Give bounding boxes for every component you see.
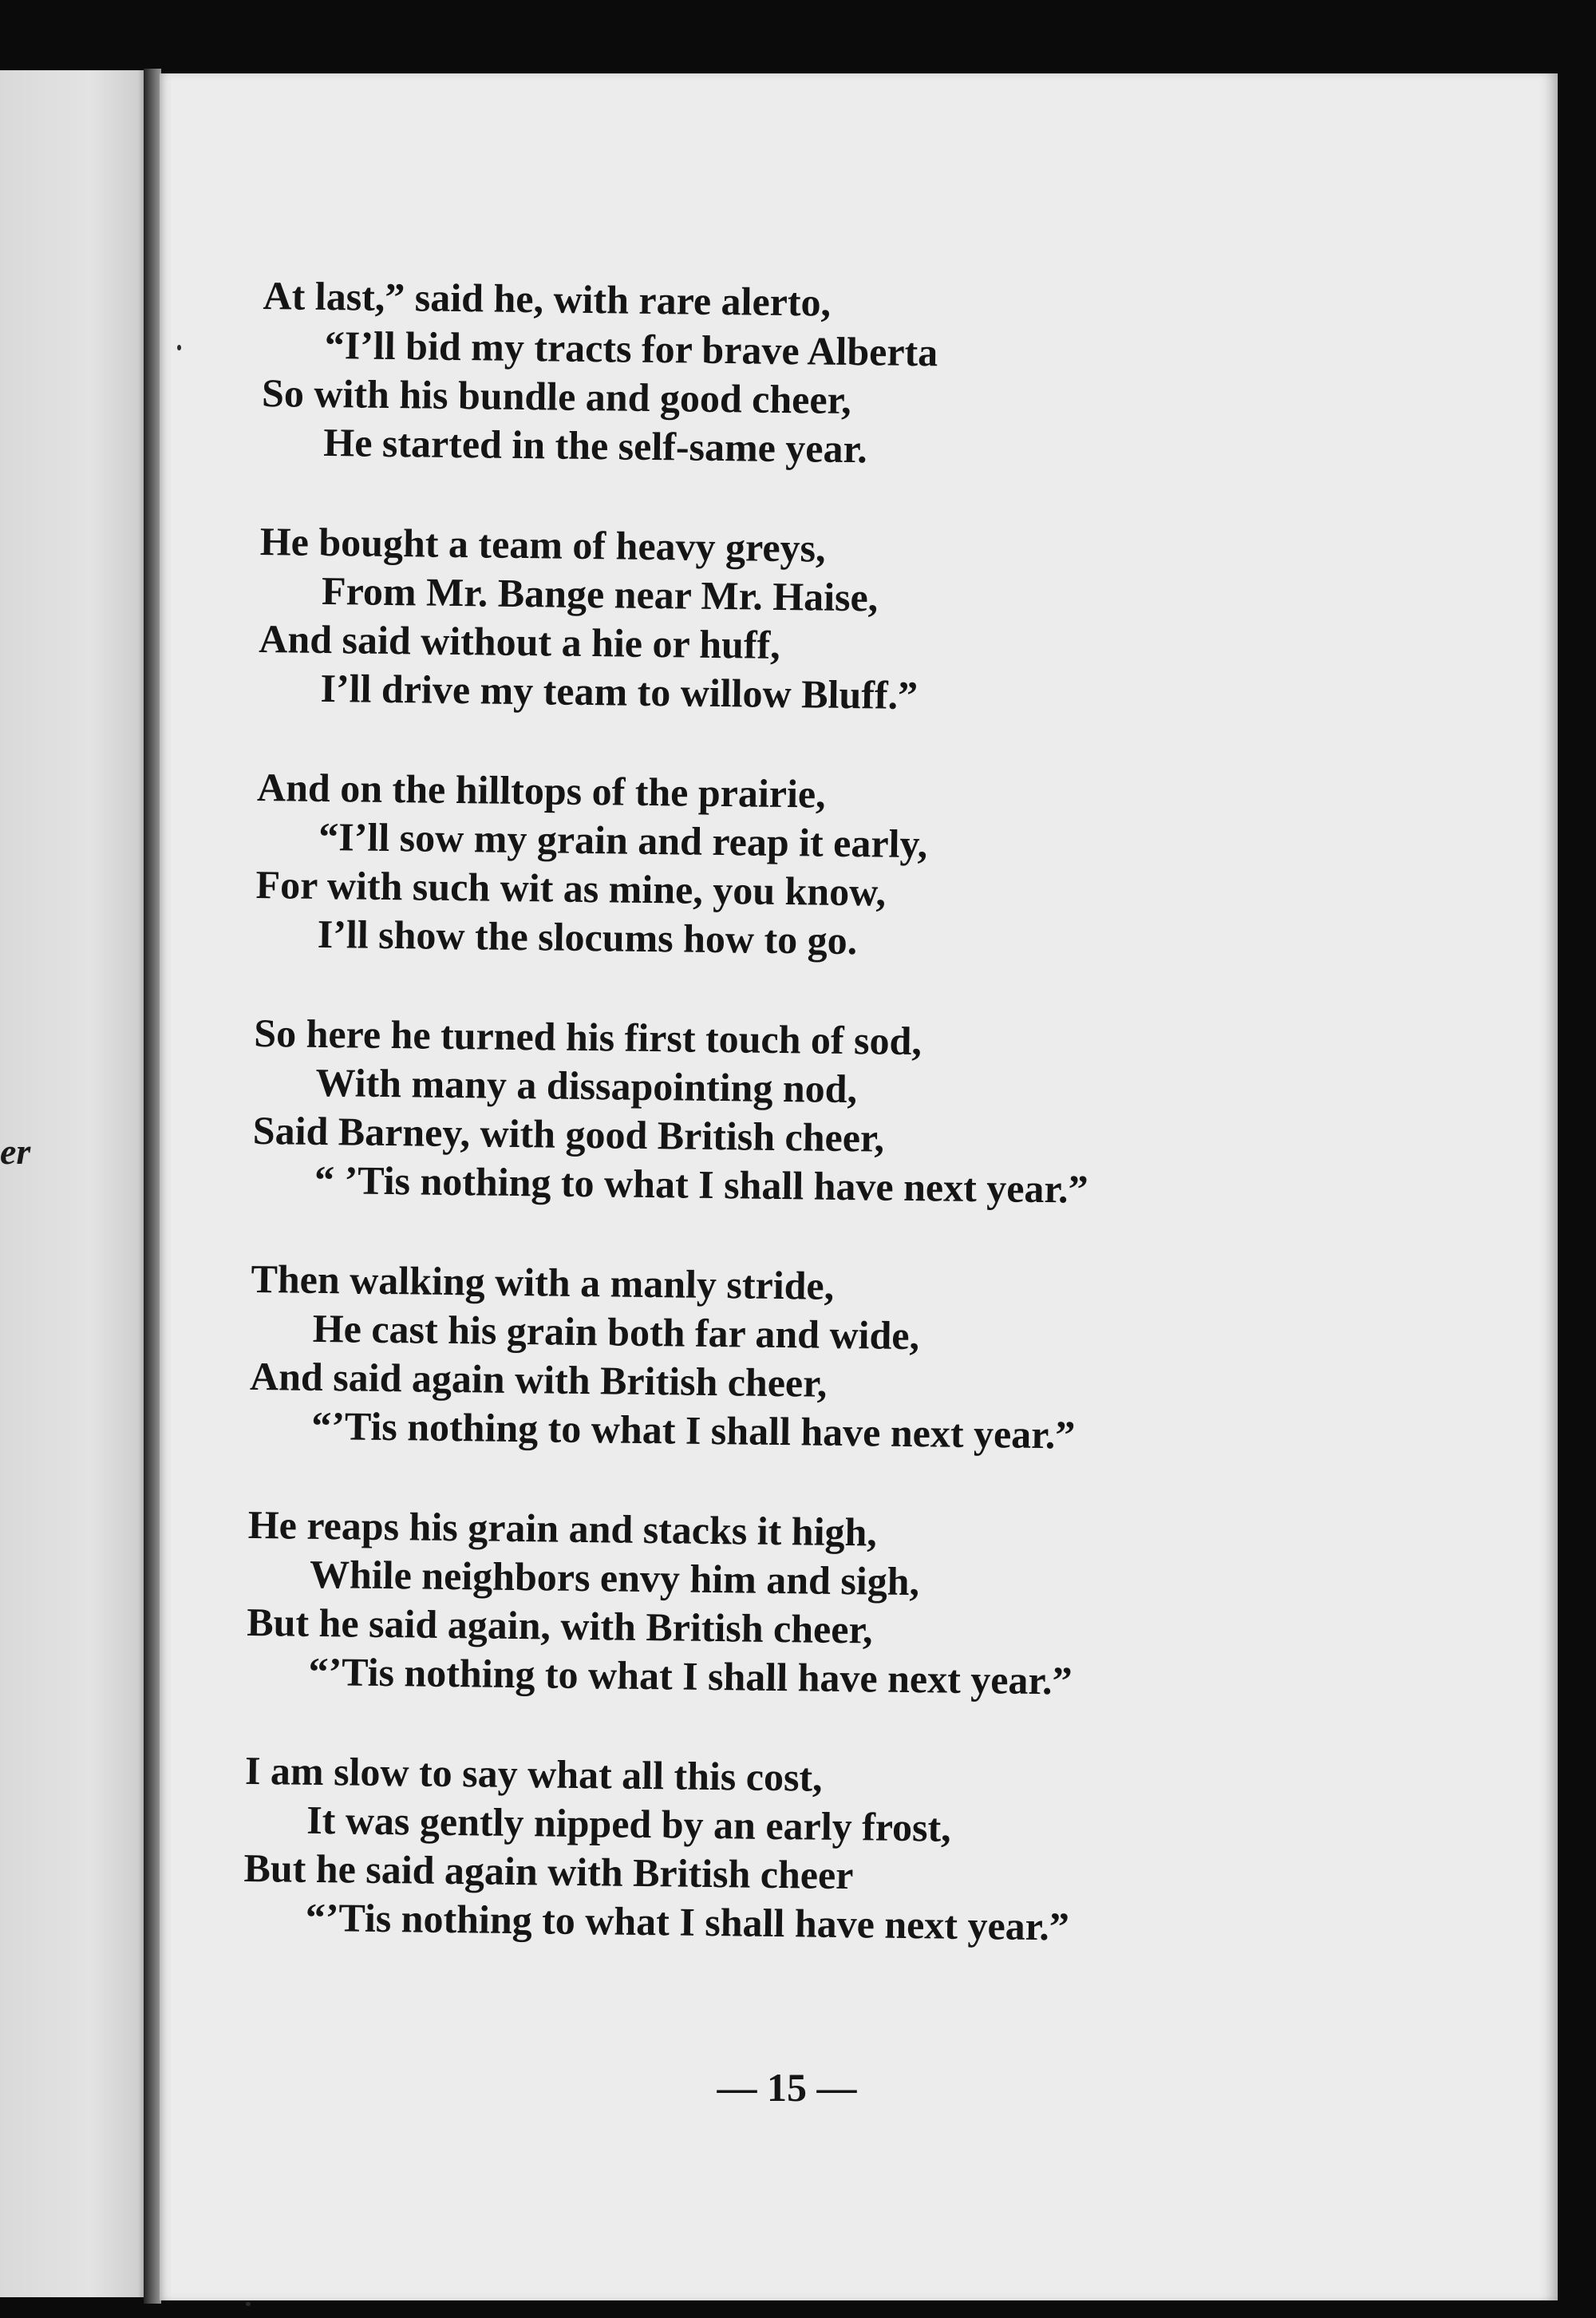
poem-line: Said Barney, with good British cheer, [252, 1107, 885, 1161]
poem-line: “I’ll bid my tracts for brave Alberta [324, 322, 938, 375]
poem-line: “’Tis nothing to what I shall have next year.” [310, 1402, 1076, 1458]
stanza [252, 1009, 1452, 1218]
poem-line: But he said again with British cheer [243, 1845, 854, 1898]
right-page [160, 73, 1558, 2300]
poem-line: With many a dissapointing nod, [315, 1059, 858, 1112]
poem-line: And said again with British cheer, [249, 1353, 828, 1406]
dust-speck [177, 345, 181, 350]
stanza [255, 763, 1454, 972]
stanza [261, 271, 1460, 481]
poem-line: It was gently nipped by an early frost, [306, 1797, 952, 1850]
poem-line: Then walking with a manly stride, [251, 1256, 835, 1308]
poem-line: So here he turned his first touch of sod, [254, 1010, 922, 1064]
left-page-text-fragment: er [0, 1131, 31, 1172]
poem-line: I am slow to say what all this cost, [244, 1747, 823, 1800]
poem-line: “’Tis nothing to what I shall have next year.” [308, 1648, 1073, 1703]
poem-line: At last,” said he, with rare alerto, [263, 272, 832, 325]
poem-line: And on the hilltops of the prairie, [256, 764, 826, 817]
poem-line: He bought a team of heavy greys, [259, 518, 826, 571]
stanza [246, 1501, 1445, 1710]
stanza [249, 1255, 1448, 1464]
dust-speck [246, 2302, 251, 2306]
poem-body [243, 271, 1460, 2007]
poem-line: From Mr. Bange near Mr. Haise, [321, 568, 879, 620]
poem-line: He started in the self-same year. [323, 419, 868, 472]
poem-line: While neighbors envy him and sigh, [309, 1551, 920, 1604]
left-page-edge [0, 70, 150, 2297]
book-gutter [144, 69, 161, 2304]
poem-line: For with such wit as mine, you know, [255, 861, 887, 915]
poem-line: “I’ll sow my grain and reap it early, [318, 813, 928, 867]
stanza [243, 1746, 1442, 1956]
poem-line: But he said again, with British cheer, [246, 1599, 873, 1652]
poem-line: He reaps his grain and stacks it high, [247, 1501, 878, 1555]
poem-line: I’ll show the slocums how to go. [317, 911, 858, 963]
poem-line: So with his bundle and good cheer, [261, 370, 852, 423]
poem-line: “’Tis nothing to what I shall have next year.” [305, 1894, 1070, 1949]
poem-line: He cast his grain both far and wide, [312, 1305, 920, 1359]
poem-line: And said without a hie or huff, [259, 615, 781, 667]
stanza [258, 517, 1457, 726]
poem-line: “ ’Tis nothing to what I shall have next year.” [314, 1157, 1088, 1212]
page-number: — 15 — [717, 2065, 857, 2110]
poem-line: I’ll drive my team to willow Bluff.” [320, 665, 918, 718]
